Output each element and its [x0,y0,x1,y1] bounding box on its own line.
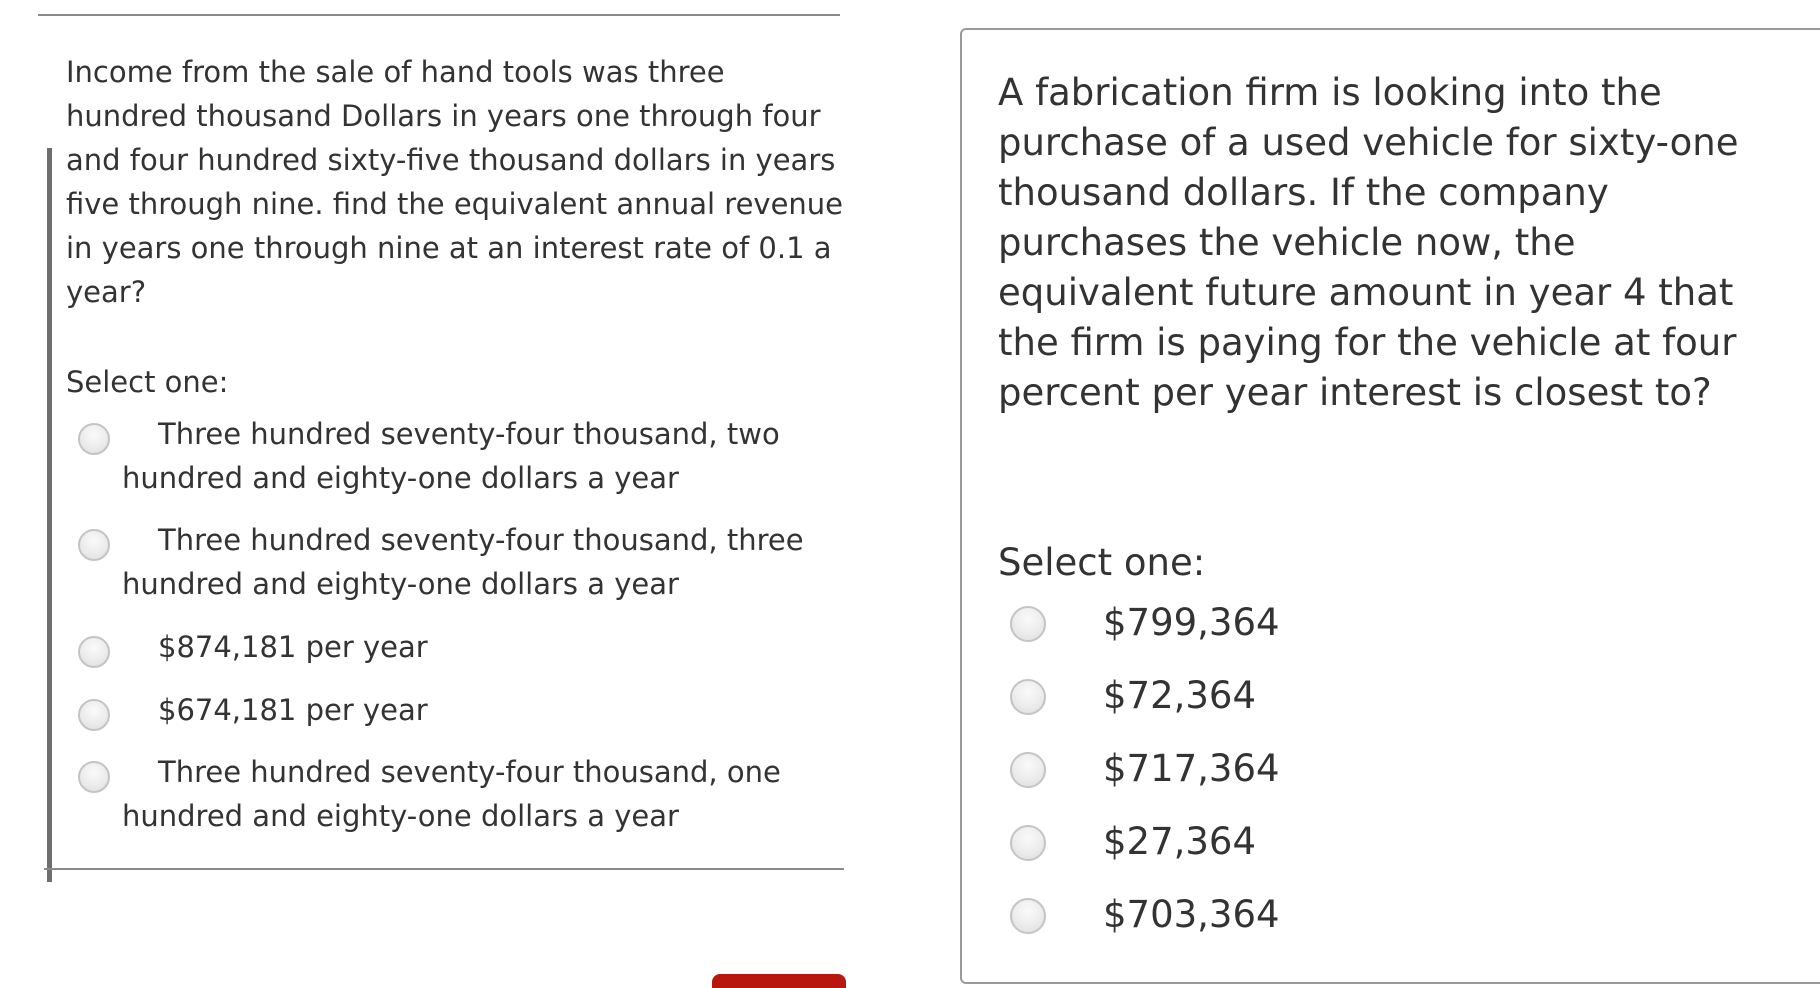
right-question-text: A fabrication firm is looking into the purchase of a used vehicle for sixty-one thousand dollars. If the company purchases the vehicle now, the equivalent future amount in year 4 that the firm is paying for the vehicle at four percent per year interest is closest to? [998,71,1739,414]
left-top-divider [38,14,840,16]
option-label: $799,364 [1103,601,1280,644]
left-question-side-bar [47,148,52,882]
option-label: $703,364 [1103,893,1280,936]
radio-button[interactable] [78,636,110,668]
option-label: $874,181 per year [158,630,428,664]
option-label: $72,364 [1103,674,1257,717]
radio-button[interactable] [78,699,110,731]
radio-button[interactable] [1010,825,1046,861]
option-label: Three hundred seventy-four thousand, two hundred and eighty-one dollars a year [122,417,780,495]
radio-button[interactable] [1010,679,1046,715]
left-question-text: Income from the sale of hand tools was three hundred thousand Dollars in years one through four and four hundred sixty-five thousand dollars in years five through nine. find the equivalent annual revenue in years one through nine at an interest rate of 0.1 a year? [66,55,844,309]
left-select-one-label: Select one: [66,365,229,399]
radio-button[interactable] [1010,898,1046,934]
radio-button[interactable] [78,761,110,793]
option-label: $27,364 [1103,820,1257,863]
radio-button[interactable] [78,423,110,455]
right-select-one-label: Select one: [998,541,1206,584]
option-label: $717,364 [1103,747,1280,790]
radio-button[interactable] [1010,606,1046,642]
radio-button[interactable] [1010,752,1046,788]
radio-button[interactable] [78,529,110,561]
next-page-button[interactable] [712,974,846,988]
left-bottom-divider [44,868,844,870]
option-label: Three hundred seventy-four thousand, three hundred and eighty-one dollars a year [122,523,804,601]
option-label: $674,181 per year [158,693,428,727]
option-label: Three hundred seventy-four thousand, one hundred and eighty-one dollars a year [122,755,781,833]
